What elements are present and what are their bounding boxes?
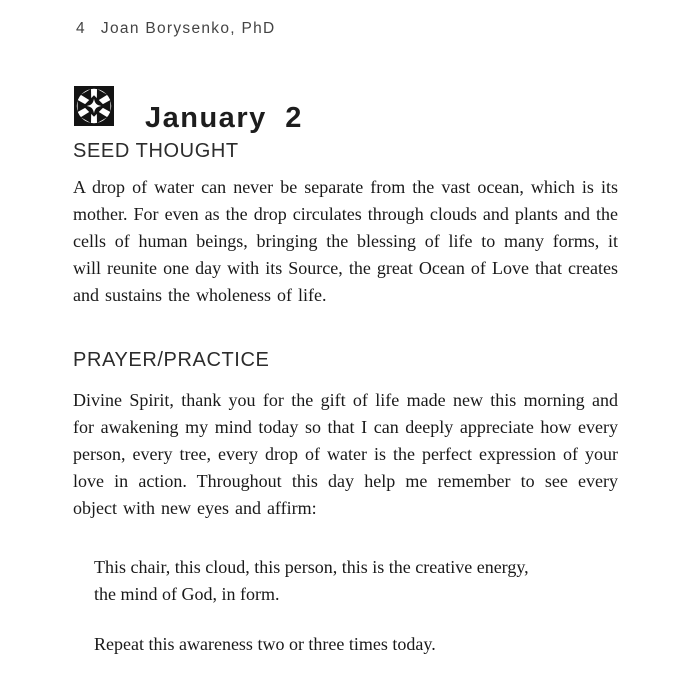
seed-thought-heading: SEED THOUGHT (73, 140, 239, 162)
prayer-practice-text: Divine Spirit, thank you for the gift of life made new this morning and for awakening my mind today so that I can deeply appreciate how every person, every tree, every drop of water is the perfect expression of your love in action. Throughout this day help me remember to see every object with new eyes and affirm: (73, 390, 618, 518)
affirmation-line-1: This chair, this cloud, this person, this is the creative energy, (94, 557, 529, 577)
affirmation-line-2: the mind of God, in form. (94, 584, 280, 604)
running-title: Joan Borysenko, PhD (100, 20, 276, 37)
seed-thought-text: A drop of water can never be separate from the vast ocean, which is its mother. For even as the drop circulates through clouds and plants and the cells of human beings, bringing the blessing of life to many forms, it will reunite one day with its Source, the great Ocean of Love that creates and sustains the wholeness of life. (73, 177, 618, 305)
entry-title: January 2 (145, 102, 303, 134)
running-header (76, 20, 276, 38)
repeat-instruction: Repeat this awareness two or three times today. (94, 634, 436, 654)
affirmation-block (94, 554, 609, 608)
prayer-practice-heading: PRAYER/PRACTICE (73, 349, 270, 371)
entry-title-row (73, 85, 303, 134)
rosette-ornament-icon (73, 85, 115, 127)
page-number: 4 (76, 20, 86, 37)
